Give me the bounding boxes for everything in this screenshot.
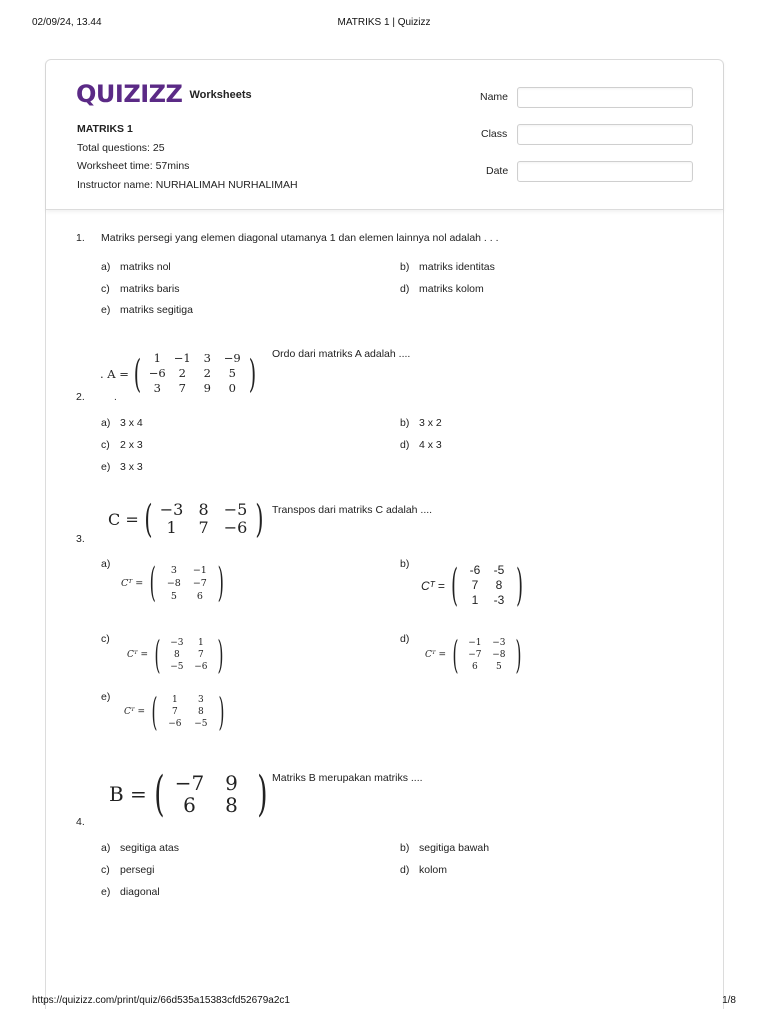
- total-questions: Total questions: 25: [77, 141, 165, 154]
- print-footer: [32, 995, 736, 1009]
- matrix-cell: −5: [170, 662, 184, 672]
- matrix-cell: −9: [223, 351, 241, 365]
- option-letter: d): [400, 633, 410, 645]
- option-letter: b): [400, 417, 410, 429]
- matrix-cell: −1: [468, 638, 482, 648]
- print-title: MATRIKS 1 | Quizizz: [337, 17, 431, 28]
- right-paren: ): [218, 690, 225, 734]
- left-paren: (: [450, 559, 458, 611]
- left-paren: (: [149, 560, 157, 606]
- option-matrix: [421, 559, 528, 611]
- matrix-cell: −5: [223, 500, 248, 519]
- matrix-cell: 9: [225, 771, 238, 795]
- option-text: kolom: [419, 864, 448, 876]
- option-e[interactable]: [101, 304, 193, 316]
- option-d[interactable]: [400, 439, 442, 451]
- option-text: matriks segitiga: [120, 304, 193, 316]
- option-text: matriks kolom: [419, 283, 484, 295]
- option-c[interactable]: [101, 864, 154, 876]
- option-text: matriks identitas: [419, 261, 495, 273]
- option-text: 3 x 3: [120, 461, 143, 473]
- option-c[interactable]: [101, 439, 143, 451]
- matrix-cell: 8: [198, 707, 204, 717]
- option-letter: c): [101, 283, 110, 295]
- instructor-name: Instructor name: NURHALIMAH NURHALIMAH: [77, 178, 298, 191]
- option-text: 4 x 3: [419, 439, 442, 451]
- right-paren: ): [256, 766, 268, 822]
- matrix-cell: 6: [196, 590, 203, 602]
- option-c[interactable]: [101, 283, 180, 295]
- matrix-cell: 1: [166, 518, 177, 537]
- option-letter: e): [101, 886, 111, 898]
- option-text: 3 x 2: [419, 417, 442, 429]
- matrix-cell: −8: [166, 577, 181, 589]
- matrix-cell: 7: [178, 381, 186, 395]
- matrix-cell: −7: [174, 771, 205, 795]
- matrix-cell: 8: [495, 578, 503, 592]
- option-d[interactable]: [400, 283, 484, 295]
- print-header: [32, 17, 736, 31]
- right-paren: ): [217, 633, 224, 677]
- left-paren: (: [154, 633, 161, 677]
- option-a[interactable]: [101, 842, 179, 854]
- matrix-cell: −3: [170, 638, 184, 648]
- matrix-cell: 7: [198, 518, 209, 537]
- question-text: Ordo dari matriks A adalah ....: [272, 348, 411, 360]
- matrix-grid: [463, 563, 511, 608]
- option-text: matriks nol: [120, 261, 171, 273]
- question-number: 1.: [76, 232, 85, 244]
- option-letter: e): [101, 461, 111, 473]
- matrix-grid: [162, 694, 214, 730]
- matrix-cell: -3: [493, 593, 505, 607]
- date-label: Date: [486, 165, 509, 177]
- matrix-cell: 1: [198, 638, 204, 648]
- class-label: Class: [481, 128, 508, 140]
- quizizz-logo: [76, 80, 252, 108]
- page-number: 1/8: [722, 995, 736, 1006]
- right-paren: ): [254, 497, 264, 541]
- left-paren: (: [452, 633, 459, 677]
- matrix-cell: 1: [172, 695, 178, 705]
- option-matrix: [127, 633, 228, 677]
- matrix-cell: −3: [492, 638, 506, 648]
- matrix-lhs: Cᵀ =: [124, 707, 146, 717]
- matrix-cell: −1: [192, 564, 207, 576]
- matrix-cell: 3: [153, 381, 161, 395]
- print-datetime: 02/09/24, 13.44: [32, 17, 102, 28]
- option-letter: c): [101, 633, 110, 645]
- option-a[interactable]: [101, 417, 143, 429]
- matrix-cell: 7: [172, 707, 178, 717]
- question-number: 4.: [76, 816, 85, 828]
- matrix-cell: -6: [469, 563, 481, 577]
- option-matrix: [124, 690, 229, 734]
- option-letter: d): [400, 283, 410, 295]
- option-letter: a): [101, 417, 111, 429]
- matrix-cell: 7: [198, 650, 204, 660]
- option-text: segitiga atas: [120, 842, 179, 854]
- matrix-cell: 8: [198, 500, 209, 519]
- matrix-b-image: [109, 766, 271, 822]
- matrix-cell: −6: [223, 518, 248, 537]
- matrix-cell: −7: [192, 577, 207, 589]
- matrix-lhs: Cᵀ =: [421, 578, 445, 593]
- matrix-cell: 7: [471, 578, 479, 592]
- left-paren: (: [144, 497, 153, 541]
- option-d[interactable]: [400, 864, 447, 876]
- option-text: persegi: [120, 864, 155, 876]
- left-paren: (: [154, 766, 165, 822]
- class-field[interactable]: [517, 124, 693, 145]
- matrix-cell: 8: [225, 793, 238, 817]
- matrix-a-image: [100, 351, 260, 396]
- matrix-cell: −6: [194, 662, 208, 672]
- option-letter: d): [400, 439, 410, 451]
- matrix-grid: [161, 564, 213, 603]
- name-label: Name: [480, 91, 509, 103]
- quiz-name: MATRIKS 1: [77, 123, 133, 135]
- left-paren: (: [151, 690, 158, 734]
- matrix-grid: [145, 351, 245, 396]
- option-letter: d): [400, 864, 410, 876]
- matrix-lhs: Cᵀ =: [127, 650, 149, 660]
- matrix-grid: [463, 637, 511, 673]
- logo-subtitle: Worksheets: [189, 89, 252, 101]
- matrix-cell: 0: [228, 381, 236, 395]
- option-b[interactable]: [400, 261, 495, 273]
- question-text: Transpos dari matriks C adalah ....: [272, 504, 433, 516]
- matrix-grid: [165, 637, 213, 673]
- question-text: Matriks persegi yang elemen diagonal utamanya 1 dan elemen lainnya nol adalah . . .: [101, 232, 499, 244]
- option-b[interactable]: [400, 417, 442, 429]
- print-url: https://quizizz.com/print/quiz/66d535a15383cfd52679a2c1: [32, 995, 290, 1006]
- stray-dot: .: [114, 392, 117, 403]
- matrix-cell: −5: [194, 719, 208, 729]
- question-number: 3.: [76, 533, 85, 545]
- option-text: 3 x 4: [120, 417, 143, 429]
- matrix-cell: 6: [183, 793, 196, 817]
- left-paren: (: [133, 351, 142, 396]
- option-letter: c): [101, 439, 110, 451]
- matrix-cell: 2: [203, 366, 211, 380]
- question-number: 2.: [76, 391, 85, 403]
- matrix-cell: 5: [496, 662, 502, 672]
- right-paren: ): [515, 633, 522, 677]
- matrix-lhs: Cᵀ =: [425, 650, 447, 660]
- worksheet-header: [46, 60, 723, 210]
- matrix-grid: [169, 772, 253, 816]
- matrix-c-image: [108, 497, 266, 541]
- option-letter: c): [101, 864, 110, 876]
- matrix-lhs: . A =: [100, 366, 129, 381]
- option-letter: b): [400, 842, 410, 854]
- matrix-cell: 1: [153, 351, 161, 365]
- matrix-lhs: C =: [108, 509, 139, 529]
- matrix-cell: −1: [173, 351, 191, 365]
- matrix-cell: 8: [174, 650, 180, 660]
- name-field[interactable]: [517, 87, 693, 108]
- matrix-cell: -5: [493, 563, 505, 577]
- matrix-cell: 3: [203, 351, 211, 365]
- option-letter: b): [400, 558, 410, 570]
- option-e[interactable]: [101, 461, 143, 473]
- matrix-cell: 3: [170, 564, 177, 576]
- option-matrix: [425, 633, 526, 677]
- matrix-grid: [156, 501, 252, 537]
- date-field[interactable]: [517, 161, 693, 182]
- matrix-cell: 1: [471, 593, 479, 607]
- matrix-cell: 2: [178, 366, 186, 380]
- matrix-cell: −8: [492, 650, 506, 660]
- logo-wordmark: QUIZIZZ: [76, 80, 183, 108]
- option-letter: b): [400, 261, 410, 273]
- question-text: Matriks B merupakan matriks ....: [272, 772, 423, 784]
- right-paren: ): [217, 560, 224, 606]
- option-letter: a): [101, 842, 111, 854]
- option-letter: a): [101, 558, 111, 570]
- matrix-cell: −6: [148, 366, 166, 380]
- option-text: segitiga bawah: [419, 842, 490, 854]
- option-a[interactable]: [101, 261, 171, 273]
- option-letter: e): [101, 691, 111, 703]
- option-e[interactable]: [101, 886, 160, 898]
- matrix-cell: 6: [472, 662, 478, 672]
- right-paren: ): [516, 559, 523, 611]
- matrix-cell: 5: [228, 366, 236, 380]
- matrix-cell: −6: [168, 719, 182, 729]
- worksheet-time: Worksheet time: 57mins: [77, 160, 190, 172]
- option-text: diagonal: [120, 886, 160, 898]
- option-text: matriks baris: [120, 283, 180, 295]
- right-paren: ): [248, 351, 256, 396]
- matrix-lhs: Cᵀ =: [121, 577, 144, 589]
- worksheet-meta: [77, 120, 298, 194]
- option-letter: a): [101, 261, 111, 273]
- matrix-lhs: B =: [109, 782, 147, 806]
- matrix-cell: 5: [170, 590, 177, 602]
- matrix-cell: 9: [203, 381, 211, 395]
- matrix-cell: −7: [468, 650, 482, 660]
- matrix-cell: 3: [198, 695, 204, 705]
- option-matrix: [121, 560, 228, 606]
- option-b[interactable]: [400, 842, 489, 854]
- option-letter: e): [101, 304, 111, 316]
- matrix-cell: −3: [159, 500, 184, 519]
- option-text: 2 x 3: [120, 439, 143, 451]
